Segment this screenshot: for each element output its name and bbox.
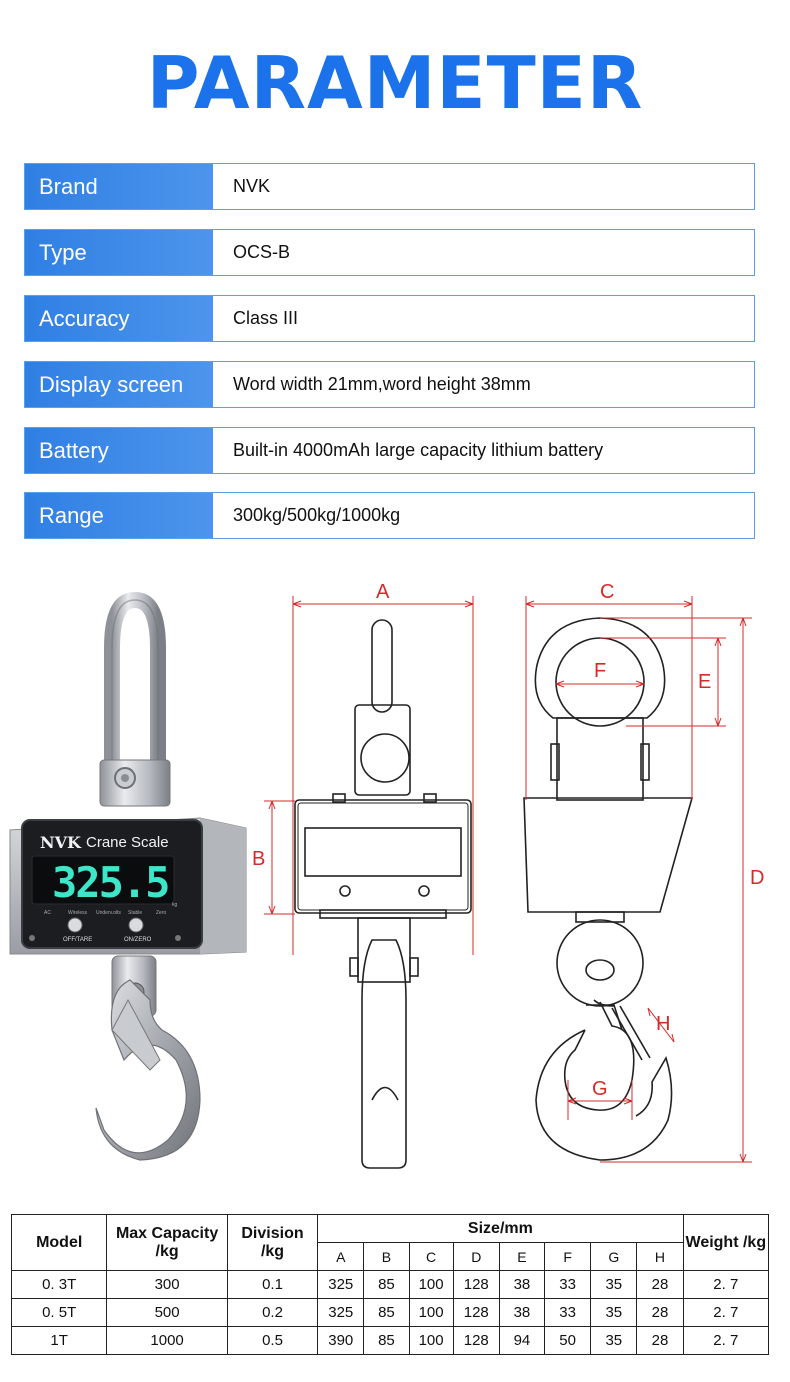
cell-size: 94 bbox=[499, 1327, 544, 1355]
param-row-range bbox=[24, 492, 755, 539]
header-size-col: D bbox=[453, 1243, 499, 1271]
cell-model: 0. 5T bbox=[12, 1299, 107, 1327]
header-size-col: E bbox=[499, 1243, 544, 1271]
product-button-label: OFF/TARE bbox=[63, 937, 93, 943]
dimension-label-a: A bbox=[376, 581, 390, 603]
product-reading: 325.5 bbox=[52, 858, 169, 907]
product-indicator: Zero bbox=[156, 910, 167, 916]
cell-size: 100 bbox=[409, 1299, 453, 1327]
cell-model: 0. 3T bbox=[12, 1271, 107, 1299]
cell-size: 325 bbox=[318, 1271, 364, 1299]
param-row-brand bbox=[24, 163, 755, 210]
param-value: Word width 21mm,word height 38mm bbox=[233, 374, 531, 394]
cell-size: 100 bbox=[409, 1271, 453, 1299]
product-indicator: Stable bbox=[128, 910, 143, 916]
cell-capacity: 1000 bbox=[107, 1327, 227, 1355]
param-value: Class III bbox=[233, 308, 299, 328]
param-value: 300kg/500kg/1000kg bbox=[233, 505, 401, 525]
product-name: Crane Scale bbox=[86, 834, 169, 851]
dimension-label-c: C bbox=[600, 581, 615, 603]
header-size-col: G bbox=[591, 1243, 637, 1271]
product-button-label: ON/ZERO bbox=[124, 937, 152, 943]
cell-model: 1T bbox=[12, 1327, 107, 1355]
product-indicator: AC bbox=[44, 910, 51, 916]
page-title: PARAMETER bbox=[146, 41, 644, 125]
cell-weight: 2. 7 bbox=[683, 1299, 768, 1327]
product-unit: kg bbox=[172, 902, 178, 908]
table-row bbox=[12, 1271, 769, 1299]
dimension-label-g: G bbox=[592, 1078, 608, 1100]
param-label: Display screen bbox=[25, 362, 213, 407]
cell-size: 35 bbox=[591, 1327, 637, 1355]
dimension-label-h: H bbox=[656, 1013, 671, 1035]
spec-table bbox=[11, 1214, 769, 1355]
cell-size: 85 bbox=[364, 1327, 409, 1355]
param-label: Range bbox=[25, 493, 213, 538]
dimension-lines-side bbox=[526, 596, 752, 1162]
cell-size: 85 bbox=[364, 1271, 409, 1299]
header-size-col: A bbox=[318, 1243, 364, 1271]
cell-size: 38 bbox=[499, 1271, 544, 1299]
cell-capacity: 300 bbox=[107, 1271, 227, 1299]
cell-size: 28 bbox=[637, 1327, 683, 1355]
cell-size: 85 bbox=[364, 1299, 409, 1327]
cell-size: 50 bbox=[545, 1327, 591, 1355]
dimension-label-e: E bbox=[698, 671, 712, 693]
param-label: Type bbox=[25, 230, 213, 275]
cell-size: 33 bbox=[545, 1299, 591, 1327]
param-value: Built-in 4000mAh large capacity lithium battery bbox=[233, 440, 604, 460]
product-indicator: Wireless bbox=[68, 910, 88, 916]
header-size-col: B bbox=[364, 1243, 409, 1271]
param-row-battery bbox=[24, 427, 755, 474]
param-row-type bbox=[24, 229, 755, 276]
dimension-label-f: F bbox=[594, 660, 607, 682]
header-size-col: C bbox=[409, 1243, 453, 1271]
cell-size: 28 bbox=[637, 1299, 683, 1327]
param-value: NVK bbox=[233, 176, 271, 196]
cell-size: 28 bbox=[637, 1271, 683, 1299]
param-row-accuracy bbox=[24, 295, 755, 342]
cell-division: 0.5 bbox=[227, 1327, 317, 1355]
header-division: Division /kg bbox=[227, 1215, 317, 1271]
header-size-col: H bbox=[637, 1243, 683, 1271]
cell-size: 128 bbox=[453, 1299, 499, 1327]
param-label: Accuracy bbox=[25, 296, 213, 341]
cell-size: 35 bbox=[591, 1299, 637, 1327]
param-label: Brand bbox=[25, 164, 213, 209]
product-photo bbox=[10, 600, 246, 1160]
front-drawing bbox=[295, 620, 471, 1168]
cell-weight: 2. 7 bbox=[683, 1327, 768, 1355]
product-illustration bbox=[0, 560, 790, 1200]
cell-weight: 2. 7 bbox=[683, 1271, 768, 1299]
cell-size: 100 bbox=[409, 1327, 453, 1355]
cell-size: 325 bbox=[318, 1299, 364, 1327]
param-label: Battery bbox=[25, 428, 213, 473]
product-indicator: Underv.olts bbox=[96, 910, 121, 916]
table-row bbox=[12, 1299, 769, 1327]
product-logo: NVK bbox=[40, 833, 81, 852]
cell-capacity: 500 bbox=[107, 1299, 227, 1327]
header-capacity: Max Capacity /kg bbox=[107, 1215, 227, 1271]
dimension-label-d: D bbox=[750, 867, 765, 889]
param-row-display-screen bbox=[24, 361, 755, 408]
side-drawing bbox=[524, 618, 692, 1160]
cell-size: 128 bbox=[453, 1327, 499, 1355]
cell-size: 38 bbox=[499, 1299, 544, 1327]
header-size: Size/mm bbox=[318, 1215, 683, 1243]
param-value: OCS-B bbox=[233, 242, 291, 262]
header-size-col: F bbox=[545, 1243, 591, 1271]
cell-division: 0.1 bbox=[227, 1271, 317, 1299]
cell-size: 128 bbox=[453, 1271, 499, 1299]
dimension-label-b: B bbox=[252, 848, 266, 870]
table-row bbox=[12, 1327, 769, 1355]
cell-division: 0.2 bbox=[227, 1299, 317, 1327]
header-weight: Weight /kg bbox=[683, 1215, 768, 1271]
cell-size: 33 bbox=[545, 1271, 591, 1299]
cell-size: 35 bbox=[591, 1271, 637, 1299]
cell-size: 390 bbox=[318, 1327, 364, 1355]
header-model: Model bbox=[12, 1215, 107, 1271]
